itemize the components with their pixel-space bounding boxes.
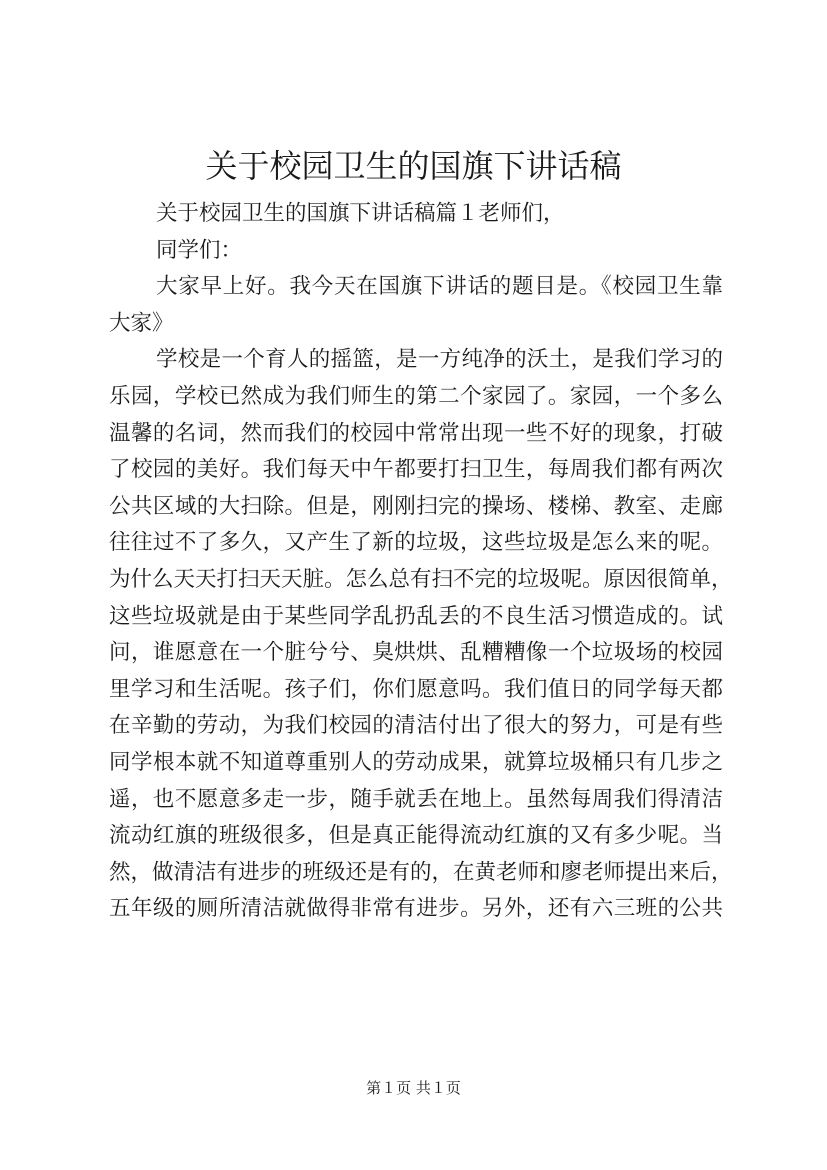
document-title: 关于校园卫生的国旗下讲话稿 — [205, 147, 622, 185]
body-line: 在辛勤的劳动，为我们校园的清洁付出了很大的努力，可是有些 — [109, 713, 723, 739]
body-line: 公共区域的大扫除。但是，刚刚扫完的操场、楼梯、教室、走廊 — [109, 493, 723, 519]
body-line: 了校园的美好。我们每天中午都要打扫卫生，每周我们都有两次 — [109, 457, 723, 483]
page-footer: 第１页 共１页 — [366, 1079, 461, 1097]
body-line: 同学根本就不知道尊重别人的劳动成果，就算垃圾桶只有几步之 — [109, 749, 723, 775]
body-line: 乐园，学校已然成为我们师生的第二个家园了。家园，一个多么 — [109, 383, 723, 409]
document-body — [109, 196, 749, 928]
body-line: 大家早上好。我今天在国旗下讲话的题目是。《校园卫生靠 — [156, 274, 723, 300]
body-line: 这些垃圾就是由于某些同学乱扔乱丢的不良生活习惯造成的。试 — [109, 603, 723, 629]
body-line: 大家》 — [109, 310, 174, 336]
body-line: 往往过不了多久，又产生了新的垃圾，这些垃圾是怎么来的呢。 — [109, 530, 723, 556]
body-line: 流动红旗的班级很多，但是真正能得流动红旗的又有多少呢。当 — [109, 823, 723, 849]
body-line: 关于校园卫生的国旗下讲话稿篇１老师们， — [156, 201, 565, 226]
body-line: 里学习和生活呢。孩子们，你们愿意吗。我们值日的同学每天都 — [109, 676, 723, 702]
body-line: 学校是一个育人的摇篮，是一方纯净的沃土，是我们学习的 — [156, 347, 723, 373]
body-line: 温馨的名词，然而我们的校园中常常出现一些不好的现象，打破 — [109, 420, 723, 446]
body-line: 然，做清洁有进步的班级还是有的，在黄老师和廖老师提出来后， — [109, 859, 733, 885]
body-line: 五年级的厕所清洁就做得非常有进步。另外，还有六三班的公共 — [109, 896, 723, 922]
body-line: 同学们： — [156, 237, 243, 263]
body-line: 遥，也不愿意多走一步，随手就丢在地上。虽然每周我们得清洁 — [109, 786, 723, 812]
body-line: 为什么天天打扫天天脏。怎么总有扫不完的垃圾呢。原因很简单， — [109, 566, 733, 592]
body-line: 问，谁愿意在一个脏兮兮、臭烘烘、乱糟糟像一个垃圾场的校园 — [109, 640, 723, 666]
